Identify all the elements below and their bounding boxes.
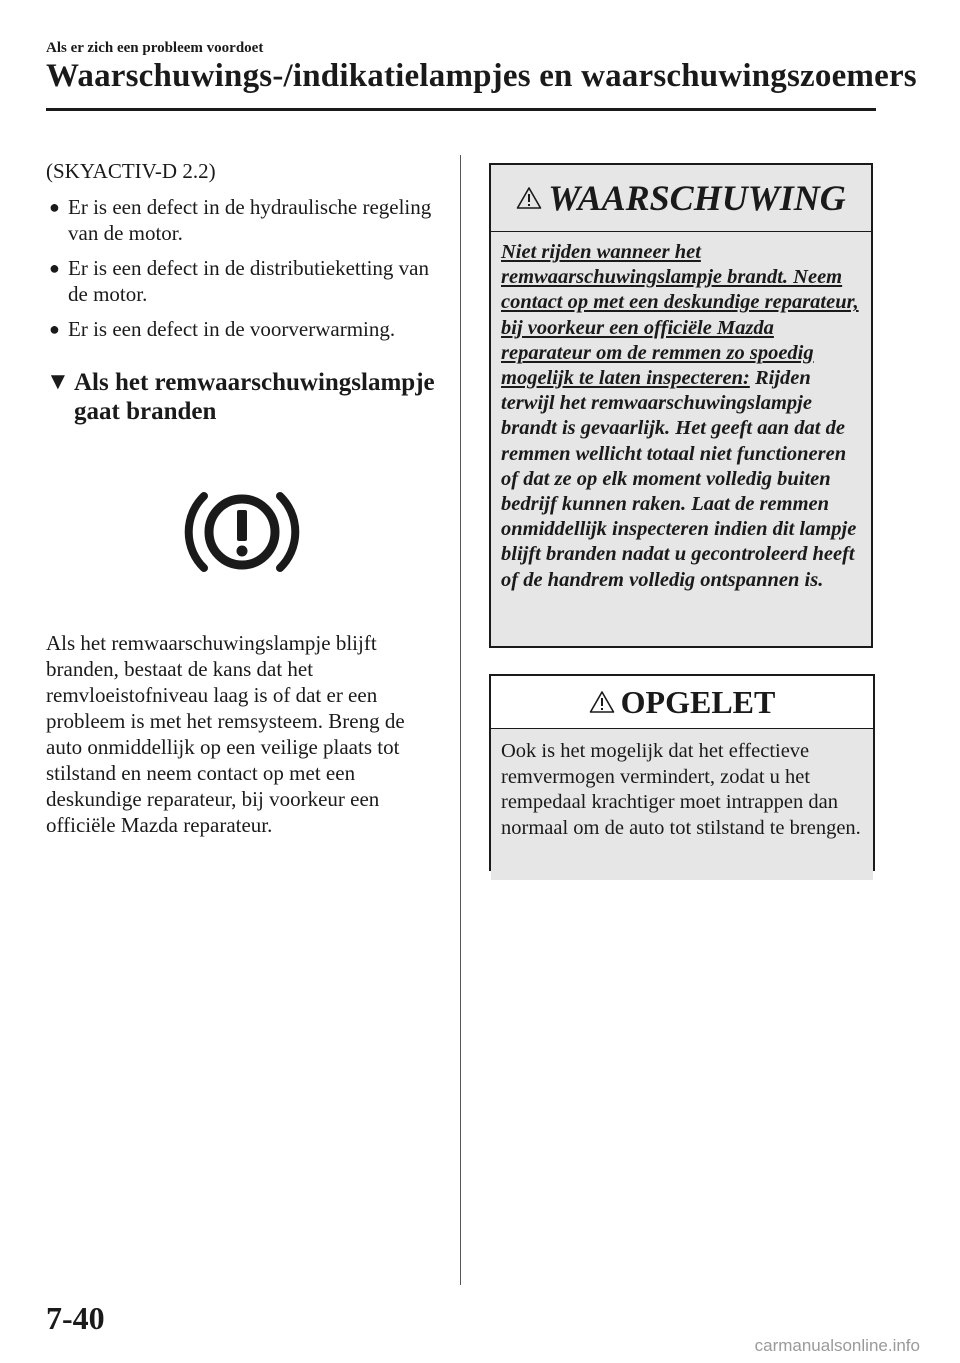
bullet-list <box>46 194 438 342</box>
page-title: Waarschuwings-/indikatielampjes en waarschuwingszoemers <box>46 58 917 94</box>
page-number: 7-40 <box>46 1300 105 1336</box>
list-item: ● Er is een defect in de voorverwarming. <box>49 317 396 341</box>
caution-body: Ook is het mogelijk dat het effectieve remvermogen vermindert, zodat u het rempedaal krachtiger moet intrappen dan normaal om de auto tot stilstand te brengen. <box>491 729 873 880</box>
list-item: ● Er is een defect in de distributieketting van de motor. <box>49 256 429 306</box>
warning-box <box>489 163 873 648</box>
caution-box <box>489 674 875 871</box>
warning-icon <box>516 186 542 210</box>
bullet-icon: ● <box>49 197 60 217</box>
triangle-down-icon: ▼ <box>46 369 70 395</box>
caution-header <box>491 676 873 729</box>
bullet-icon: ● <box>49 258 60 278</box>
variant-heading: (SKYACTIV-D 2.2) <box>46 159 216 183</box>
bullet-icon: ● <box>49 319 60 339</box>
left-column <box>46 158 438 838</box>
caution-title: OPGELET <box>620 683 776 720</box>
section-heading-text: Als het remwaarschuwingslampje gaat branden <box>74 369 435 425</box>
body-paragraph: Als het remwaarschuwingslampje blijft branden, bestaat de kans dat het remvloeistofniveau laag is of dat er een probleem is met het remsysteem. Breng de auto onmiddellijk op een veilige plaats tot stilstand en neem contact op met een deskundige reparateur, bij voorkeur een officiële Mazda reparateur. <box>46 631 405 837</box>
section-heading <box>46 368 438 426</box>
chapter-label: Als er zich een probleem voordoet <box>46 40 264 56</box>
header-divider <box>46 108 876 111</box>
list-item: ● Er is een defect in de hydraulische regeling van de motor. <box>49 195 432 245</box>
warning-text: Rijden terwijl het remwaarschuwingslampje brandt is gevaarlijk. Het geeft aan dat de remmen wellicht totaal niet functioneren of dat ze op elk moment volledig buiten bedrijf kunnen raken. Laat de remmen onmiddellijk inspecteren indien dit lampje blijft branden nadat u gecontroleerd heeft of de handrem volledig ontspannen is. <box>501 367 857 591</box>
warning-body <box>491 232 871 593</box>
brake-warning-icon <box>184 482 300 582</box>
column-divider <box>460 155 461 1285</box>
watermark: carmanualsonline.info <box>754 1336 920 1355</box>
warning-icon <box>589 690 615 714</box>
warning-header <box>491 165 871 232</box>
warning-underlined-text: Niet rijden wanneer het remwaarschuwingslampje brandt. Neem contact op met een deskundige reparateur, bij voorkeur een officiële Mazda reparateur om de remmen zo spoedig mogelijk te laten inspecteren: <box>501 241 859 390</box>
warning-title: WAARSCHUWING <box>548 178 846 218</box>
